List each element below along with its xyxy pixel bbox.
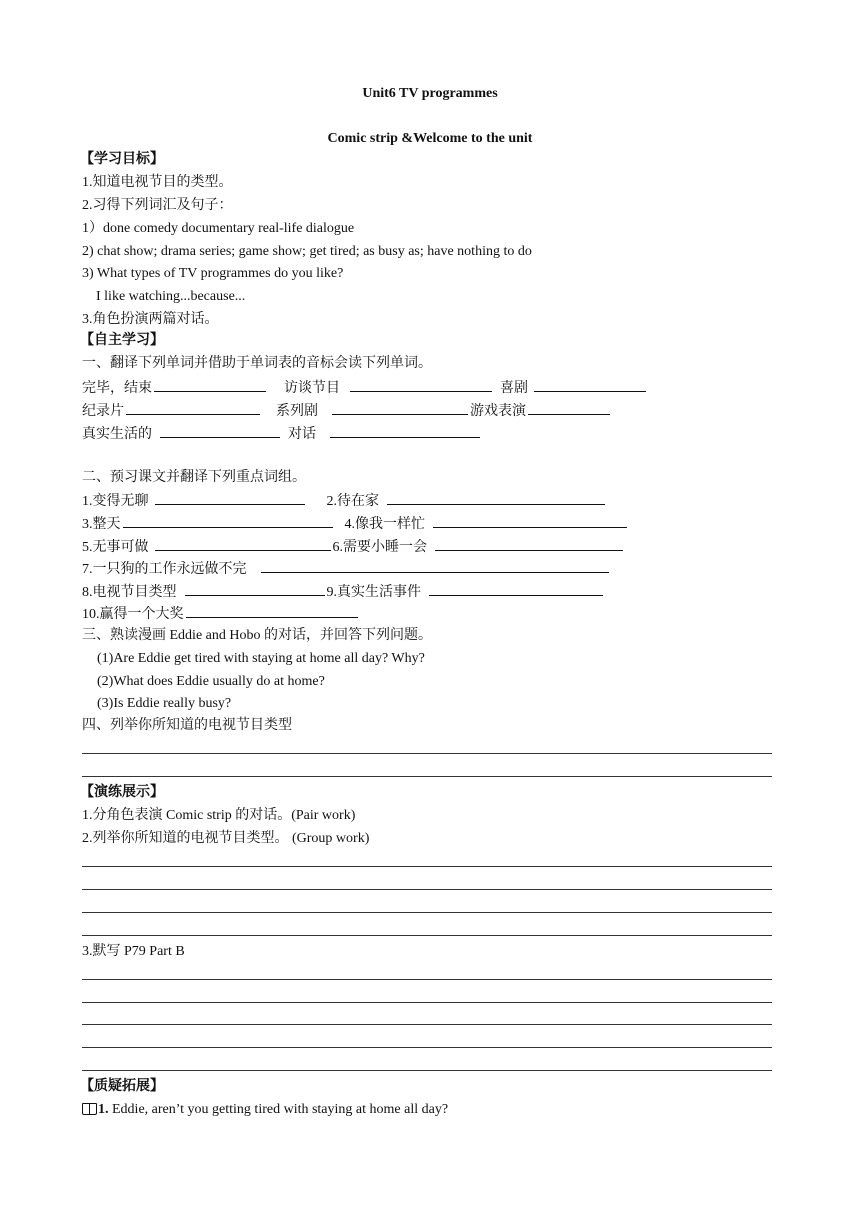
phrase-item: 10.赢得一个大奖 — [82, 607, 184, 622]
answer-line[interactable] — [82, 1002, 772, 1003]
vocab-term: 访谈节目 — [284, 381, 340, 396]
vocab-term: 喜剧 — [500, 381, 528, 396]
objective-line: 3) What types of TV programmes do you like? — [82, 266, 344, 281]
vocab-term: 纪录片 — [82, 404, 124, 419]
answer-line[interactable] — [82, 889, 772, 890]
vocab-row — [82, 402, 612, 420]
answer-line[interactable] — [82, 935, 772, 936]
vocab-term: 对话 — [288, 427, 316, 442]
self-study-heading: 【自主学习】 — [80, 333, 164, 348]
extension-item-text: Eddie, aren’t you getting tired with staying at home all day? — [108, 1102, 449, 1117]
phrase-row — [82, 515, 629, 533]
answer-blank[interactable] — [332, 402, 468, 415]
extension-item-number: 1. — [98, 1102, 109, 1117]
phrase-item: 6.需要小睡一会 — [332, 540, 427, 555]
phrase-item: 5.无事可做 — [82, 540, 149, 555]
answer-blank[interactable] — [429, 583, 603, 596]
book-icon — [82, 1103, 97, 1114]
part1-title: 一、翻译下列单词并借助于单词表的音标会读下列单词。 — [82, 356, 432, 371]
extension-heading: 【质疑拓展】 — [80, 1079, 164, 1094]
answer-blank[interactable] — [160, 425, 280, 438]
practice-item: 3.默写 P79 Part B — [82, 944, 185, 959]
objective-line: 3.角色扮演两篇对话。 — [82, 312, 219, 327]
answer-blank[interactable] — [186, 605, 358, 618]
question-item: (3)Is Eddie really busy? — [97, 696, 232, 711]
answer-blank[interactable] — [435, 538, 623, 551]
answer-blank[interactable] — [350, 379, 492, 392]
phrase-row — [82, 583, 605, 601]
answer-line[interactable] — [82, 866, 772, 867]
vocab-row — [82, 425, 482, 443]
answer-line[interactable] — [82, 912, 772, 913]
vocab-row — [82, 379, 648, 397]
answer-blank[interactable] — [126, 402, 260, 415]
practice-item: 2.列举你所知道的电视节目类型。 (Group work) — [82, 831, 370, 846]
phrase-item: 4.像我一样忙 — [344, 517, 425, 532]
answer-line[interactable] — [82, 1024, 772, 1025]
answer-line[interactable] — [82, 1047, 772, 1048]
answer-blank[interactable] — [534, 379, 646, 392]
objective-line: 1.知道电视节目的类型。 — [82, 175, 233, 190]
answer-line[interactable] — [82, 776, 772, 777]
answer-blank[interactable] — [528, 402, 610, 415]
objectives-heading: 【学习目标】 — [80, 152, 164, 167]
answer-blank[interactable] — [387, 492, 605, 505]
answer-blank[interactable] — [123, 515, 333, 528]
answer-blank[interactable] — [330, 425, 480, 438]
phrase-row — [82, 538, 625, 556]
phrase-item: 9.真实生活事件 — [326, 585, 421, 600]
phrase-item: 7.一只狗的工作永远做不完 — [82, 562, 247, 577]
objective-line: 2.习得下列词汇及句子： — [82, 198, 233, 213]
part4-title: 四、列举你所知道的电视节目类型 — [82, 718, 292, 733]
answer-blank[interactable] — [155, 538, 331, 551]
answer-blank[interactable] — [261, 560, 609, 573]
vocab-term: 完毕，结束 — [82, 381, 152, 396]
answer-line[interactable] — [82, 753, 772, 754]
answer-blank[interactable] — [154, 379, 266, 392]
phrase-item: 1.变得无聊 — [82, 494, 149, 509]
phrase-row — [82, 492, 607, 510]
vocab-term: 游戏表演 — [470, 404, 526, 419]
answer-blank[interactable] — [433, 515, 627, 528]
vocab-term: 系列剧 — [276, 404, 318, 419]
answer-line[interactable] — [82, 979, 772, 980]
phrase-row — [82, 605, 360, 623]
practice-heading: 【演练展示】 — [80, 785, 164, 800]
phrase-item: 3.整天 — [82, 517, 121, 532]
objective-line: 2) chat show; drama series; game show; get tired; as busy as; have nothing to do — [82, 244, 532, 259]
vocab-term: 真实生活的 — [82, 427, 152, 442]
answer-blank[interactable] — [155, 492, 305, 505]
answer-line[interactable] — [82, 1070, 772, 1071]
objective-line: 1）done comedy documentary real-life dialogue — [82, 221, 355, 236]
answer-blank[interactable] — [185, 583, 325, 596]
page-title: Unit6 TV programmes — [362, 86, 498, 101]
phrase-item: 8.电视节目类型 — [82, 585, 177, 600]
extension-item — [82, 1102, 448, 1118]
phrase-item: 2.待在家 — [326, 494, 379, 509]
part2-title: 二、预习课文并翻译下列重点词组。 — [82, 470, 306, 485]
phrase-row — [82, 560, 611, 578]
page-subtitle: Comic strip &Welcome to the unit — [327, 131, 533, 146]
objective-line: I like watching...because... — [82, 289, 246, 304]
practice-item: 1.分角色表演 Comic strip 的对话。(Pair work) — [82, 808, 356, 823]
question-item: (1)Are Eddie get tired with staying at home all day? Why? — [97, 651, 425, 666]
part3-title: 三、熟读漫画 Eddie and Hobo 的对话，并回答下列问题。 — [82, 628, 432, 643]
question-item: (2)What does Eddie usually do at home? — [97, 674, 325, 689]
